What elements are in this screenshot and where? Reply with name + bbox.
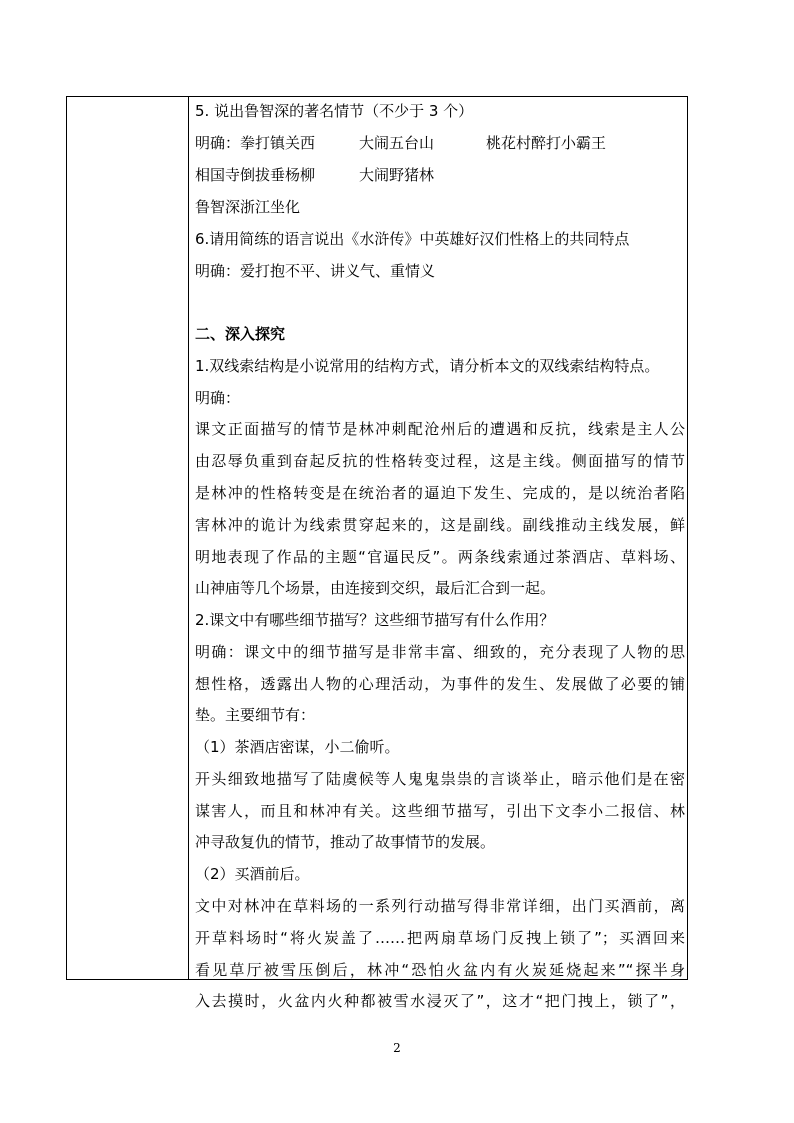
paragraph-line: 想性格，透露出人物的心理活动，为事件的发生、发展做了必要的铺 xyxy=(195,675,685,693)
paragraph-line: 课文正面描写的情节是林冲刺配沧州后的遭遇和反抗，线索是主人公 xyxy=(195,420,685,438)
detail-heading-1: （1）茶酒店密谋，小二偷听。 xyxy=(195,738,400,756)
content-table xyxy=(66,96,688,1010)
right-column-cell xyxy=(189,97,687,1010)
answer-1-label: 明确： xyxy=(195,389,241,407)
paragraph-line: 冲寻敌复仇的情节，推动了故事情节的发展。 xyxy=(195,833,496,851)
answer-5-item-5: 大闹野猪林 xyxy=(359,166,435,184)
question-1: 1.双线索结构是小说常用的结构方式，请分析本文的双线索结构特点。 xyxy=(195,357,660,375)
answer-5-item-4: 相国寺倒拔垂杨柳 xyxy=(195,166,316,184)
answer-6: 明确：爱打抱不平、讲义气、重情义 xyxy=(195,262,436,280)
paragraph-line: 山神庙等几个场景，由连接到交织，最后汇合到一起。 xyxy=(195,579,556,597)
answer-5-row-1 xyxy=(195,133,606,153)
detail-heading-2: （2）买酒前后。 xyxy=(195,865,310,883)
paragraph-line: 害林冲的诡计为线索贯穿起来的，这是副线。副线推动主线发展，鲜 xyxy=(195,516,685,534)
question-6: 6.请用简练的语言说出《水浒传》中英雄好汉们性格上的共同特点 xyxy=(195,230,630,248)
paragraph-line: 文中对林冲在草料场的一系列行动描写得非常详细，出门买酒前，离 xyxy=(195,897,685,915)
question-5: 5. 说出鲁智深的著名情节（不少于 3 个） xyxy=(195,102,474,120)
page-number: 2 xyxy=(393,1041,401,1055)
answer-5-row-3: 鲁智深浙江坐化 xyxy=(195,198,301,216)
paragraph-line: 垫。主要细节有： xyxy=(195,706,316,724)
paragraph-line: 谋害人，而且和林冲有关。这些细节描写，引出下文李小二报信、林 xyxy=(195,802,685,820)
paragraph-line: 明确：课文中的细节描写是非常丰富、细致的，充分表现了人物的思 xyxy=(195,643,685,661)
answer-5-item-3: 桃花村醉打小霸王 xyxy=(486,134,607,152)
question-2: 2.课文中有哪些细节描写？这些细节描写有什么作用？ xyxy=(195,611,555,629)
answer-5-item-1: 明确：拳打镇关西 xyxy=(195,134,316,152)
paragraph-line-last: 入去摸时，火盆内火种都被雪水浸灭了”，这才“把门拽上，锁了”， xyxy=(195,992,685,1010)
paragraph-line: 由忍辱负重到奋起反抗的性格转变过程，这是主线。侧面描写的情节 xyxy=(195,452,685,470)
paragraph-line: 是林冲的性格转变是在统治者的逼迫下发生、完成的，是以统治者陷 xyxy=(195,484,685,502)
answer-5-item-2: 大闹五台山 xyxy=(359,134,435,152)
section-heading-2: 二、深入探究 xyxy=(195,325,286,343)
paragraph-line: 开头细致地描写了陆虞候等人鬼鬼祟祟的言谈举止，暗示他们是在密 xyxy=(195,770,685,788)
paragraph-line: 明地表现了作品的主题“官逼民反”。两条线索通过茶酒店、草料场、 xyxy=(195,548,685,566)
left-column-cell xyxy=(67,97,189,979)
answer-5-row-2 xyxy=(195,165,434,185)
paragraph-line: 看见草厅被雪压倒后，林冲“恐怕火盆内有火炭延烧起来”“探半身 xyxy=(195,961,685,979)
paragraph-line: 开草料场时“将火炭盖了……把两扇草场门反拽上锁了”；买酒回来 xyxy=(195,929,685,947)
